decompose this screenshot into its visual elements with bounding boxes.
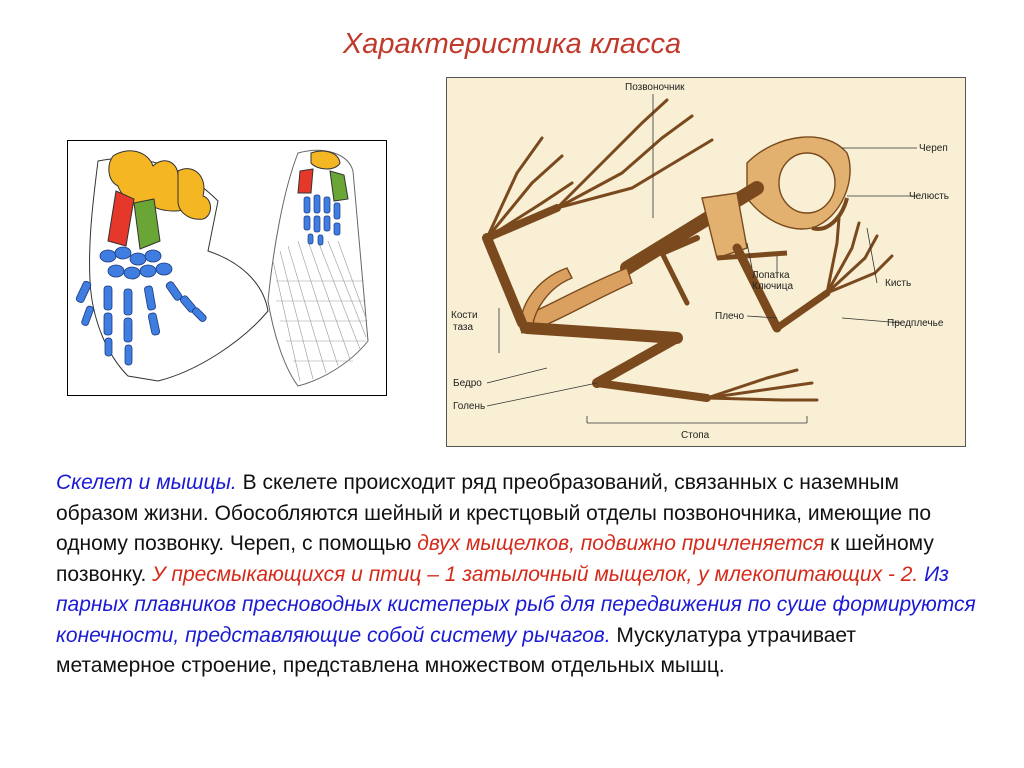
label-jaw: Челюсть [909, 191, 950, 202]
limb-comparison-figure [67, 140, 387, 396]
label-foot: Стопа [681, 430, 710, 441]
label-forearm: Предплечье [887, 318, 944, 329]
text-segment-1: В скелете происходит ряд преобразований, связанных с наземным образом жизни. Обособляются шейный и крестцовый отделы позвоночника, имеющие по одному позвонку. Череп, с помощью [56, 471, 931, 555]
text-segment-3: Мускулатура утрачивает метамерное строение, представлена множеством отдельных мышц. [56, 623, 857, 677]
text-segment-2: к шейному позвонку. [56, 532, 934, 586]
text-heading-skeleton: Скелет и мышцы. [56, 471, 237, 494]
tetrapod-limb-illustration [75, 151, 268, 381]
label-skull: Череп [919, 143, 948, 154]
label-pelvis-line2: таза [453, 322, 474, 333]
label-clavicle: Ключица [752, 281, 794, 292]
label-shoulder: Плечо [715, 311, 745, 322]
label-pelvis-line1: Кости [451, 310, 478, 321]
label-scapula: Лопатка [752, 270, 790, 281]
frog-skeleton-figure [446, 77, 966, 447]
fish-fin-illustration [268, 150, 368, 386]
text-emphasis-condyles: двух мыщелков, подвижно причленяется [417, 532, 825, 555]
label-shin: Голень [453, 401, 486, 412]
slide-title: Характеристика класса [342, 28, 682, 60]
text-emphasis-reptiles: У пресмыкающихся и птиц – 1 затылочный мыщелок, у млекопитающих - 2. [152, 562, 919, 586]
label-femur: Бедро [453, 378, 482, 389]
slide-body-text [56, 468, 976, 682]
text-emphasis-limbs: Из парных плавников пресноводных кистеперых рыб для передвижения по суше формируются конечности, представляющие собой систему рычагов. [56, 562, 976, 647]
frog-skeleton-illustration [487, 100, 892, 400]
label-hand: Кисть [885, 278, 912, 289]
label-spine: Позвоночник [625, 82, 685, 93]
